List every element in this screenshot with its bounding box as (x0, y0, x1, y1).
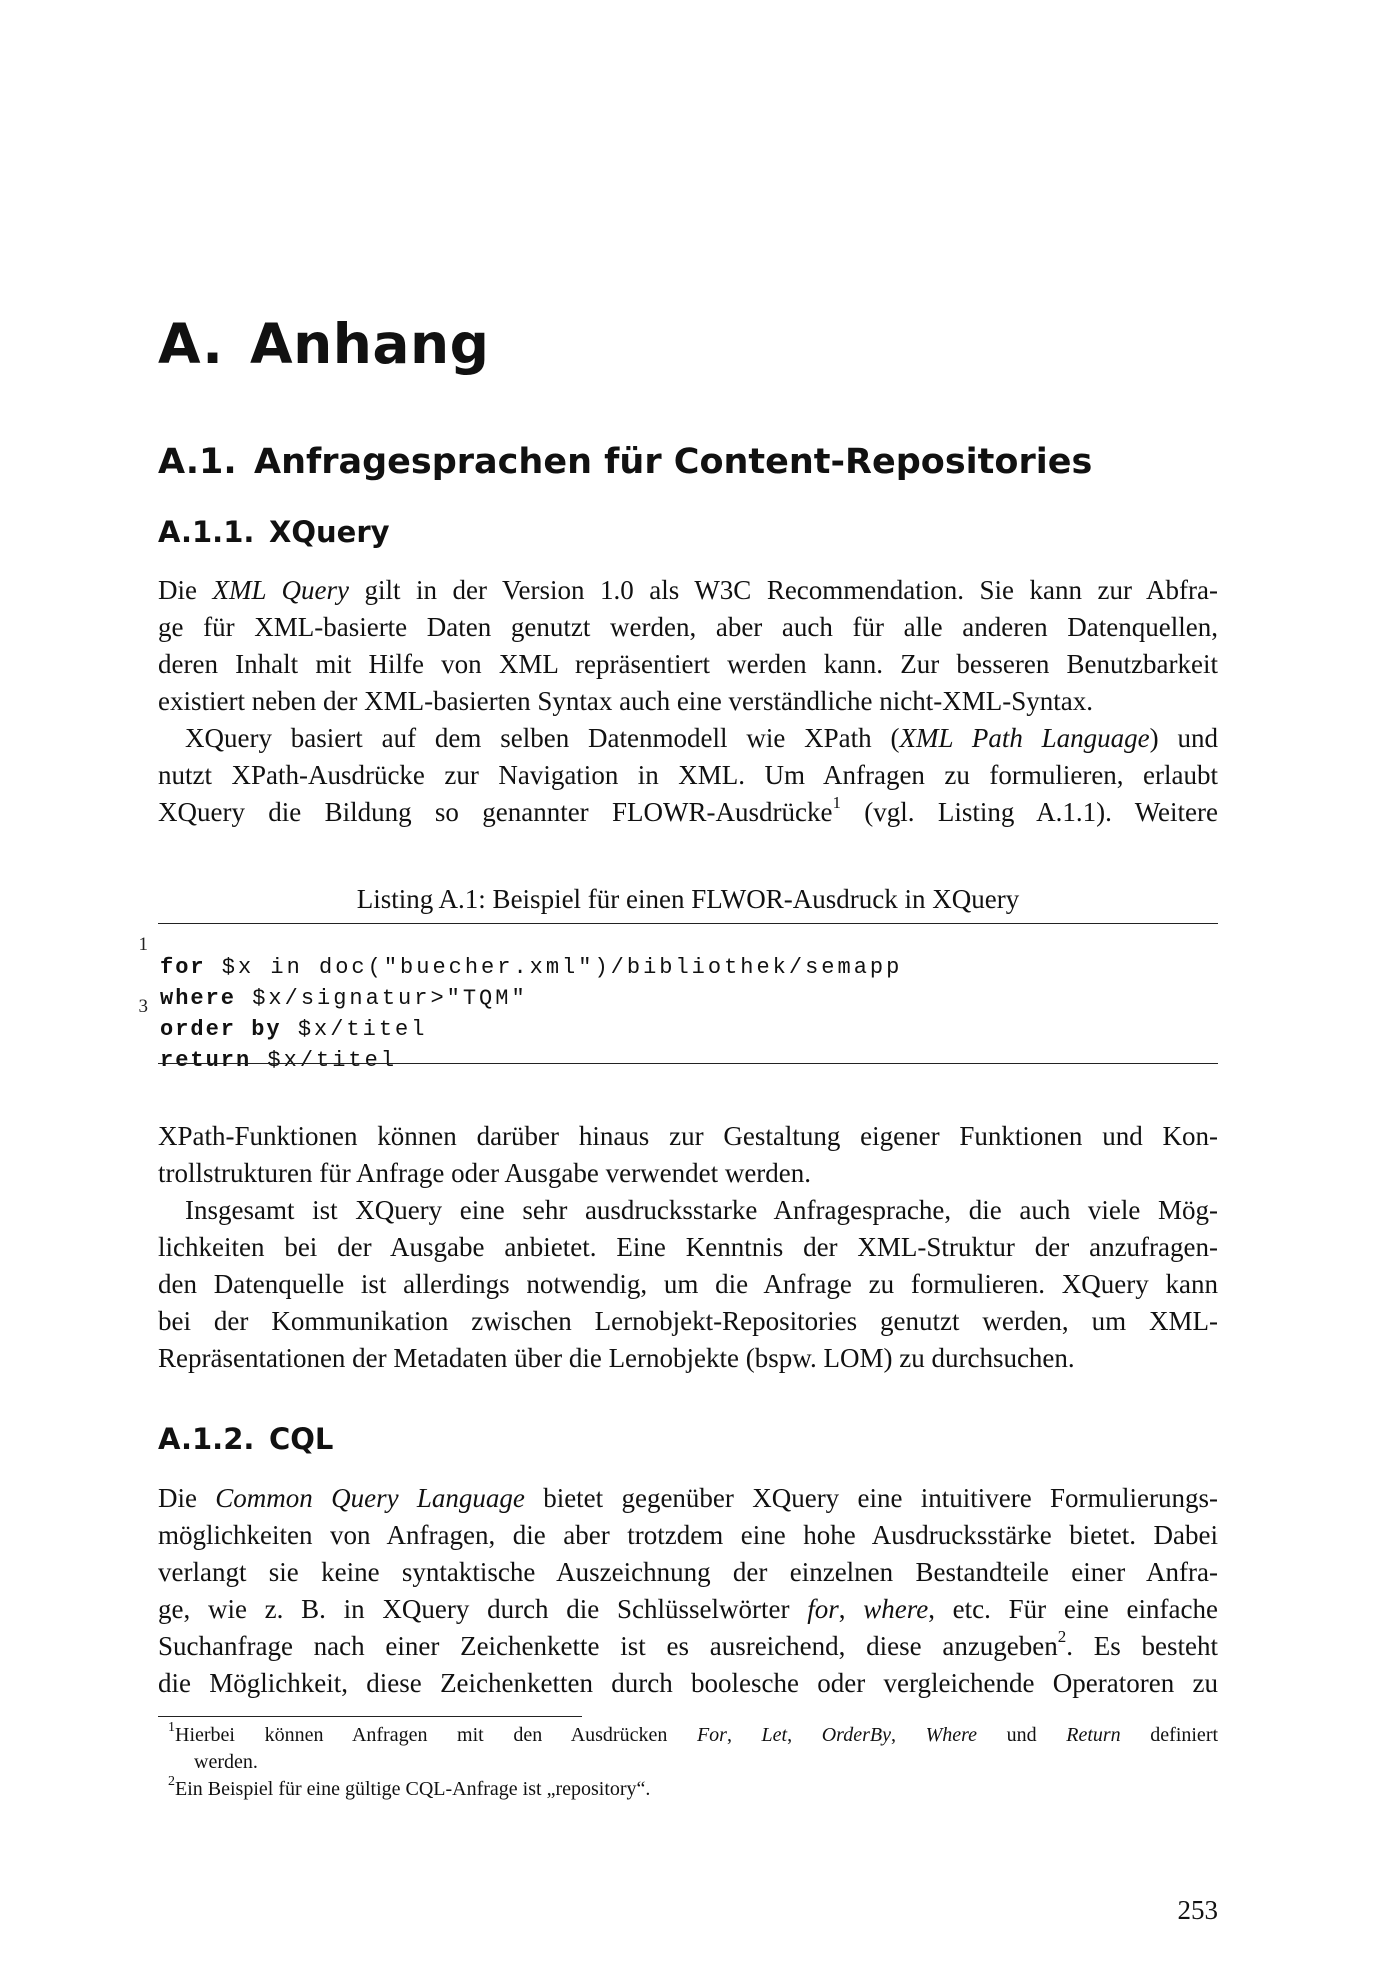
code-line: 3 order by $x/titel (138, 996, 428, 1042)
xquery-intro-paragraph (158, 572, 1218, 720)
text-line: bei der Kommunikation zwischen Lernobjekt-Repositories genutzt werden, um XML- (158, 1306, 1218, 1336)
text-line: möglichkeiten von Anfragen, die aber trotzdem eine hohe Ausdrucksstärke bietet. Dabei (158, 1520, 1218, 1550)
section-heading (158, 442, 1092, 482)
code-line: 1 for $x in doc("buecher.xml")/bibliothek/semapp (138, 934, 903, 980)
text-line: existiert neben der XML-basierten Syntax auch eine verständliche nicht-XML-Syntax. (158, 686, 1093, 716)
subsection-title: CQL (269, 1422, 334, 1456)
listing-caption: Listing A.1: Beispiel für einen FLWOR-Ausdruck in XQuery (356, 884, 1020, 914)
subsection-number: A.1.2. (158, 1422, 255, 1456)
footnote-ref-2: 2 (1057, 1627, 1067, 1646)
text-line: nutzt XPath-Ausdrücke zur Navigation in XML. Um Anfragen zu formulieren, erlaubt (158, 760, 1218, 790)
text-line: XQuery basiert auf dem selben Datenmodell wie XPath (XML Path Language) und (185, 723, 1218, 753)
footnote-rule (158, 1716, 582, 1717)
text-line: die Möglichkeit, diese Zeichenketten durch boolesche oder vergleichende Operatoren zu (158, 1668, 1218, 1698)
subsection-heading-xquery (158, 515, 390, 549)
text-line: Insgesamt ist XQuery eine sehr ausdrucksstarke Anfragesprache, die auch viele Mög- (185, 1195, 1218, 1225)
text-line: XPath-Funktionen können darüber hinaus zur Gestaltung eigener Funktionen und Kon- (158, 1121, 1218, 1151)
text-line: XQuery die Bildung so genannter FLOWR-Ausdrücke$^1$ (vgl. Listing A.1.1). Weitere (158, 793, 1218, 827)
footnote-1: $^1$Hierbei können Anfragen mit den Ausdrücken For, Let, OrderBy, Where und Return definiert werden. (168, 1720, 1219, 1773)
code-line: where $x/signatur>"TQM" (160, 986, 528, 1011)
text-line: Die XML Query gilt in der Version 1.0 als W3C Recommendation. Sie kann zur Abfra- (158, 575, 1218, 605)
footnote-2: $^2$Ein Beispiel für eine gültige CQL-Anfrage ist „repository“. (168, 1774, 651, 1800)
chapter-number: A. (158, 312, 224, 376)
xquery-flwor-paragraph (158, 720, 1218, 831)
section-number: A.1. (158, 442, 237, 482)
page-number: 253 (1177, 1895, 1218, 1925)
chapter-heading (158, 312, 490, 376)
cql-paragraph (158, 1480, 1218, 1702)
summary-paragraph (158, 1192, 1218, 1377)
subsection-heading-cql (158, 1422, 333, 1456)
text-line: Suchanfrage nach einer Zeichenkette ist es ausreichend, diese anzugeben$^2$. Es besteht (158, 1627, 1218, 1661)
text-line: den Datenquelle ist allerdings notwendig, um die Anfrage zu formulieren. XQuery kann (158, 1269, 1218, 1299)
listing-bottom-rule (158, 1063, 1218, 1064)
subsection-number: A.1.1. (158, 515, 255, 549)
text-line: ge für XML-basierte Daten genutzt werden, aber auch für alle anderen Datenquellen, (158, 612, 1218, 642)
text-line: lichkeiten bei der Ausgabe anbietet. Eine Kenntnis der XML-Struktur der anzufragen- (158, 1232, 1218, 1262)
code-line: return $x/titel (160, 1048, 398, 1073)
text-line: verlangt sie keine syntaktische Auszeichnung der einzelnen Bestandteile einer Anfra- (158, 1557, 1218, 1587)
text-line: Repräsentationen der Metadaten über die Lernobjekte (bspw. LOM) zu durchsuchen. (158, 1343, 1075, 1373)
footnote-ref-1: 1 (832, 793, 841, 812)
text-line: trollstrukturen für Anfrage oder Ausgabe verwendet werden. (158, 1158, 812, 1188)
listing-top-rule (158, 923, 1218, 924)
subsection-title: XQuery (269, 515, 390, 549)
chapter-title: Anhang (250, 312, 490, 376)
text-line: Die Common Query Language bietet gegenüber XQuery eine intuitivere Formulierungs- (158, 1483, 1219, 1513)
xpath-paragraph (158, 1118, 1218, 1192)
section-title: Anfragesprachen für Content-Repositories (254, 442, 1093, 482)
text-line: deren Inhalt mit Hilfe von XML repräsentiert werden kann. Zur besseren Benutzbarkeit (158, 649, 1218, 679)
text-line: ge, wie z. B. in XQuery durch die Schlüsselwörter for, where, etc. Für eine einfache (158, 1594, 1218, 1624)
